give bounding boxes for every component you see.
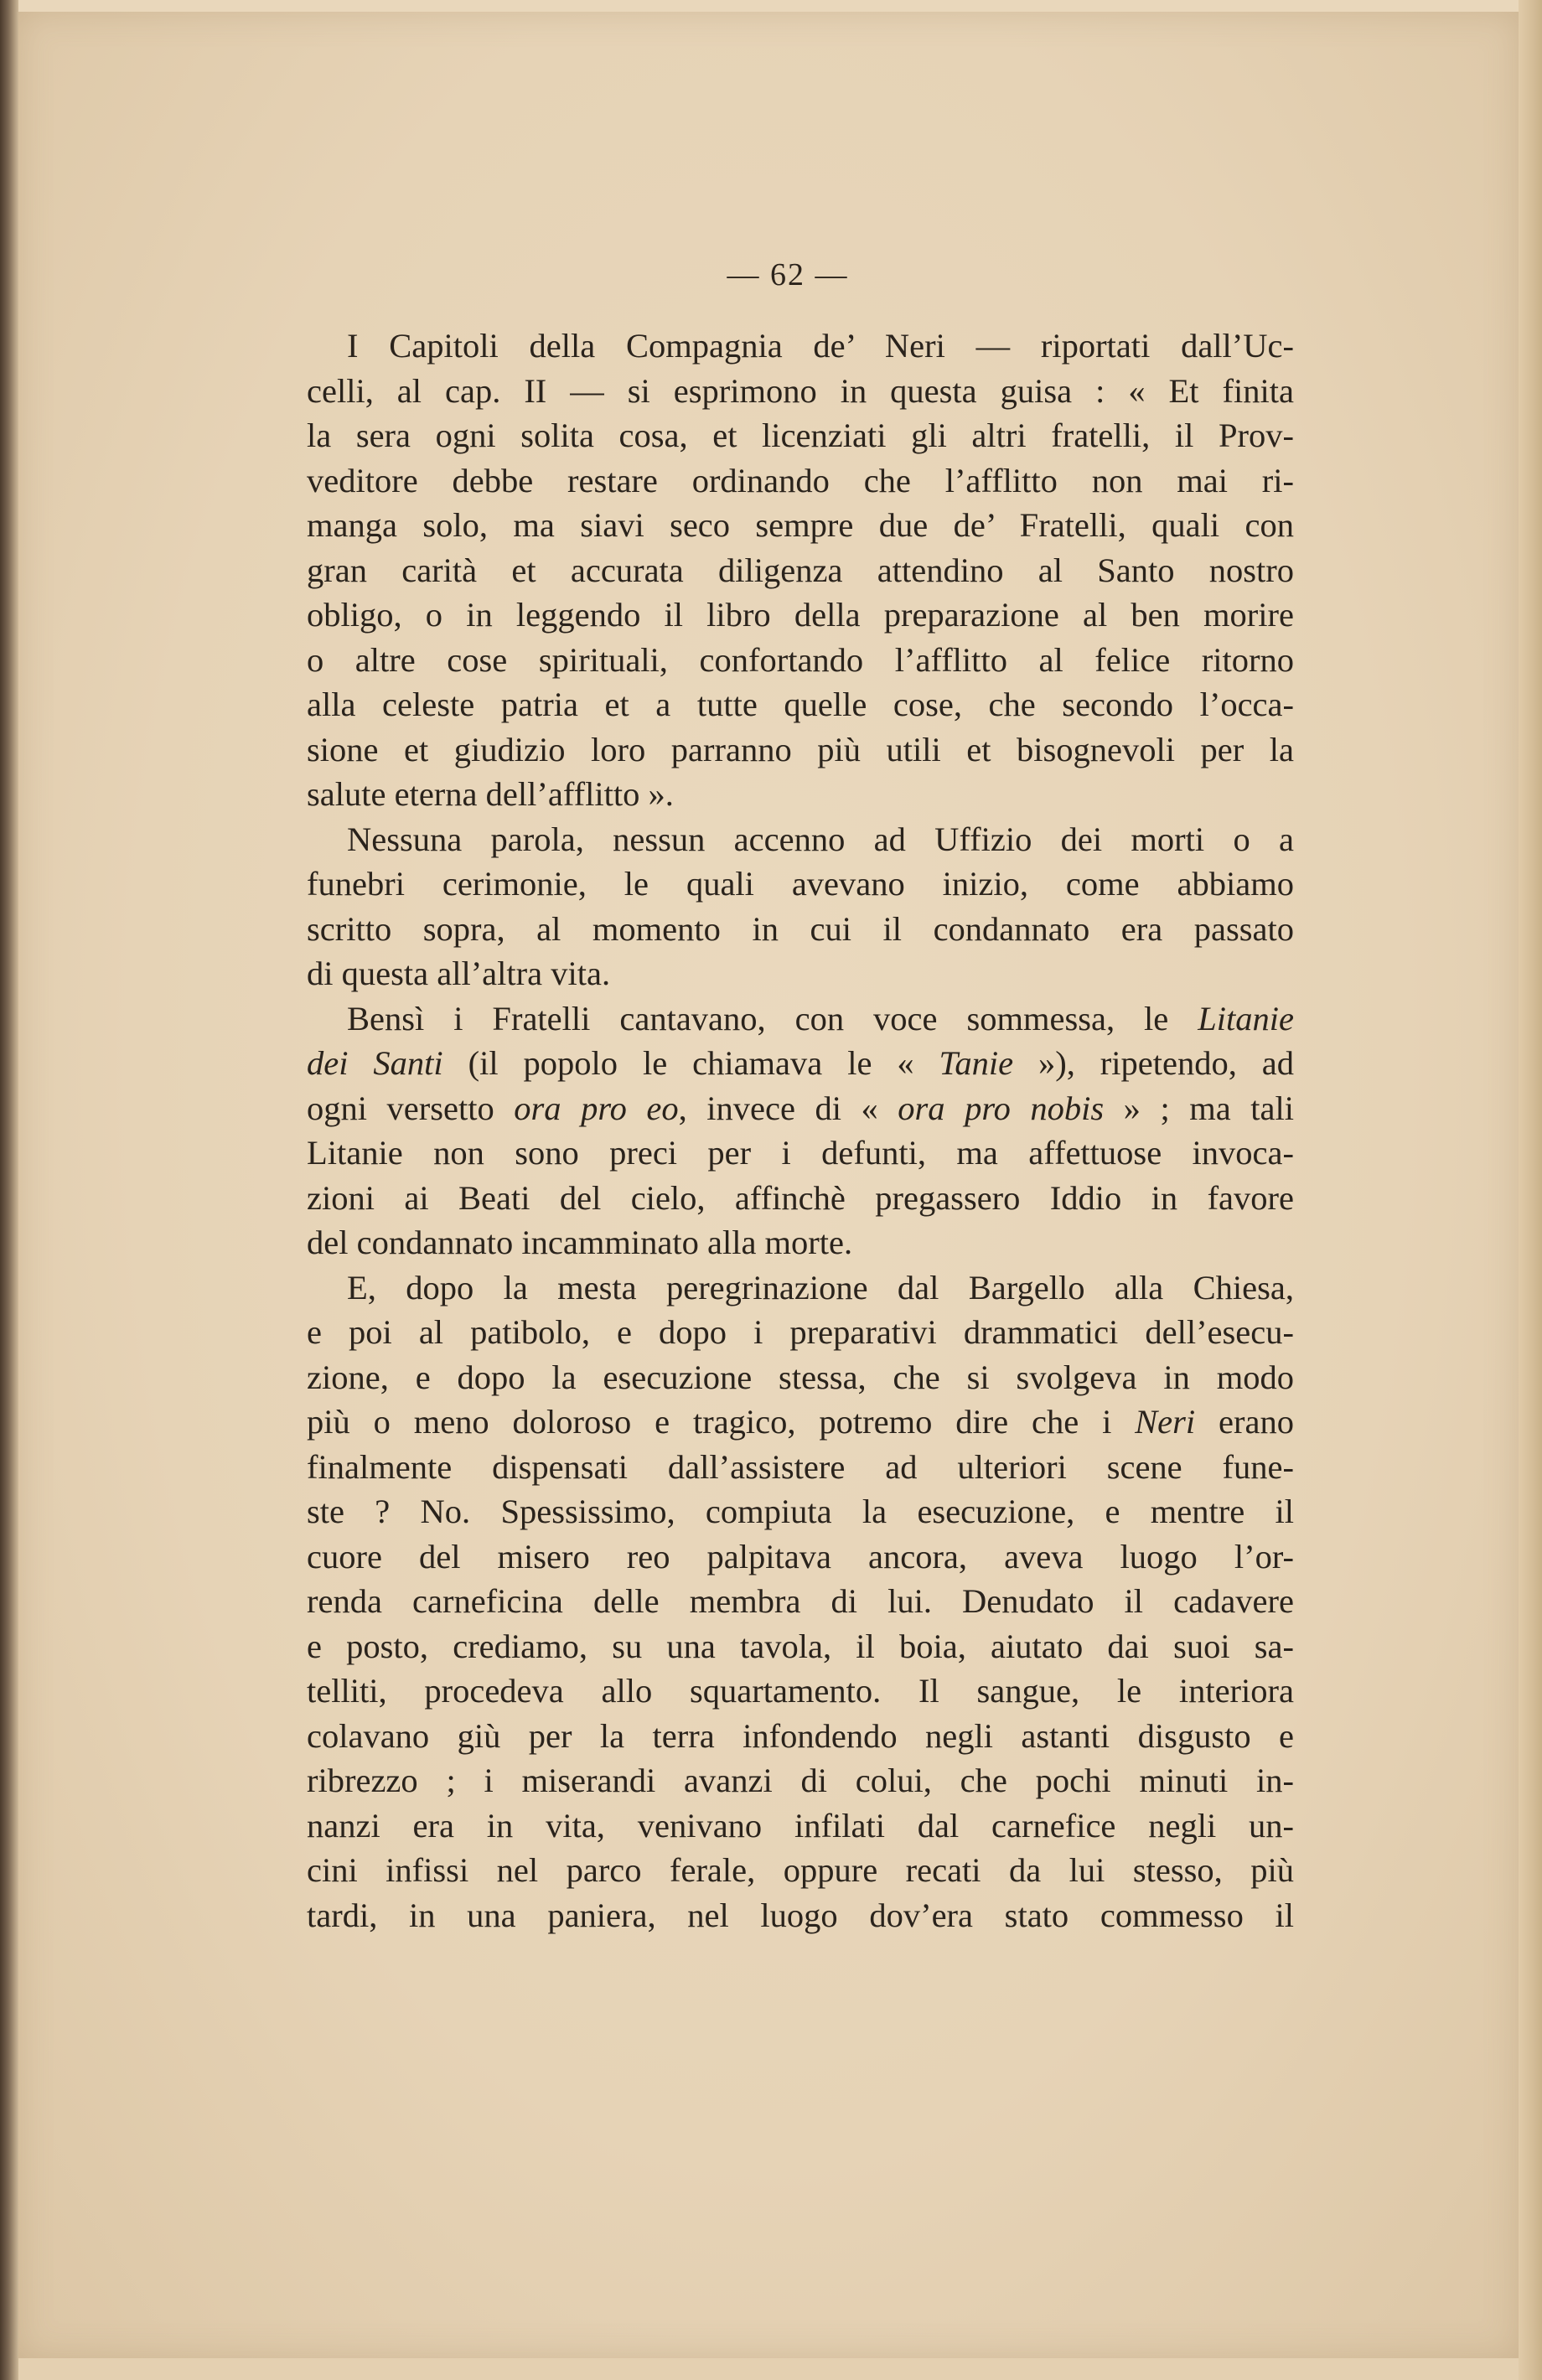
text-segment: nanzi era in vita, venivano infilati dal carnefice negli un- — [307, 1806, 1294, 1844]
text-segment: più o meno doloroso e tragico, potremo dire che i — [307, 1403, 1136, 1441]
italic-text: ora pro nobis — [898, 1089, 1105, 1127]
text-segment: finalmente dispensati dall’assistere ad ulteriori scene fune- — [307, 1447, 1294, 1486]
text-segment: Nessuna parola, nessun accenno ad Uffizio dei morti o a — [347, 820, 1294, 858]
text-line — [307, 1355, 1294, 1400]
text-segment: zione, e dopo la esecuzione stessa, che si svolgeva in modo — [307, 1358, 1294, 1396]
text-line — [307, 996, 1294, 1042]
text-segment: del condannato incamminato alla morte. — [307, 1224, 853, 1261]
text-line — [307, 682, 1294, 727]
text-line — [307, 1489, 1294, 1534]
text-line — [307, 1041, 1294, 1086]
text-segment: cuore del misero reo palpitava ancora, aveva luogo l’or- — [307, 1537, 1294, 1575]
text-line — [307, 1624, 1294, 1669]
text-line — [307, 772, 1294, 817]
text-segment: di questa all’altra vita. — [307, 955, 611, 992]
text-line — [307, 1579, 1294, 1624]
page-number: — 62 — — [727, 257, 849, 292]
text-segment: ribrezzo ; i miserandi avanzi di colui, che pochi minuti in- — [307, 1762, 1294, 1799]
text-line — [307, 1086, 1294, 1131]
text-segment: veditore debbe restare ordinando che l’afflitto non mai ri- — [307, 461, 1294, 499]
text-line — [307, 861, 1294, 907]
italic-text: dei Santi — [307, 1044, 443, 1082]
text-line — [307, 1265, 1294, 1311]
text-segment: , invece di « — [678, 1089, 898, 1127]
text-segment: sione et giudizio loro parranno più utili et bisognevoli per la — [307, 730, 1294, 768]
text-line — [307, 503, 1294, 548]
text-line — [307, 1534, 1294, 1580]
italic-text: ora pro eo — [514, 1089, 679, 1127]
text-line — [307, 727, 1294, 773]
text-segment: Bensì i Fratelli cantavano, con voce sommessa, le — [347, 999, 1198, 1037]
text-segment: e poi al patibolo, e dopo i preparativi drammatici dell’esecu- — [307, 1313, 1294, 1351]
text-segment: celli, al cap. II — si esprimono in questa guisa : « Et finita — [307, 371, 1294, 410]
text-segment: renda carneficina delle membra di lui. Denudato il cadavere — [307, 1582, 1294, 1620]
text-line — [307, 1445, 1294, 1490]
text-line — [307, 1758, 1294, 1803]
text-segment: (il popolo le chiamava le « — [442, 1044, 939, 1082]
text-segment: telliti, procedeva allo squartamento. Il sangue, le interiora — [307, 1672, 1294, 1710]
text-line — [307, 817, 1294, 862]
text-line — [307, 1848, 1294, 1893]
text-segment: ogni versetto — [307, 1089, 515, 1127]
text-line — [307, 951, 1294, 996]
text-line — [307, 1310, 1294, 1355]
text-line — [307, 592, 1294, 638]
text-line — [307, 323, 1294, 369]
text-segment: alla celeste patria et a tutte quelle cose, che secondo l’occa- — [307, 686, 1294, 723]
text-segment: »), ripetendo, ad — [1013, 1044, 1295, 1082]
page-right-edge — [1519, 0, 1542, 2380]
text-segment: funebri cerimonie, le quali avevano inizio, come abbiamo — [307, 865, 1294, 903]
text-line — [307, 413, 1294, 458]
text-line — [307, 1714, 1294, 1759]
text-line — [307, 1176, 1294, 1221]
text-line — [307, 548, 1294, 593]
italic-text: Tanie — [939, 1044, 1014, 1082]
text-segment: gran carità et accurata diligenza attendino al Santo nostro — [307, 551, 1294, 589]
text-line — [307, 369, 1294, 414]
text-segment: o altre cose spirituali, confortando l’afflitto al felice ritorno — [307, 640, 1294, 679]
italic-text: Litanie — [1198, 999, 1294, 1037]
text-line — [307, 1130, 1294, 1176]
text-segment: cini infissi nel parco ferale, oppure recati da lui stesso, più — [307, 1851, 1294, 1889]
text-line — [307, 1803, 1294, 1849]
text-segment: la sera ogni solita cosa, et licenziati gli altri fratelli, il Prov- — [307, 416, 1294, 454]
text-segment: » ; ma tali — [1104, 1089, 1294, 1127]
text-segment: salute eterna dell’afflitto ». — [307, 775, 674, 813]
text-segment: Litanie non sono preci per i defunti, ma affettuose invoca- — [307, 1134, 1294, 1172]
text-segment: E, dopo la mesta peregrinazione dal Bargello alla Chiesa, — [347, 1268, 1294, 1306]
text-line — [307, 907, 1294, 952]
text-segment: colavano giù per la terra infondendo negli astanti disgusto e — [307, 1716, 1294, 1755]
text-segment: obligo, o in leggendo il libro della preparazione al ben morire — [307, 596, 1294, 634]
text-segment: erano — [1195, 1403, 1294, 1441]
text-segment: tardi, in una paniera, nel luogo dov’era stato commesso il — [307, 1896, 1294, 1934]
text-segment: zioni ai Beati del cielo, affinchè pregassero Iddio in favore — [307, 1178, 1294, 1217]
text-segment: ste ? No. Spessissimo, compiuta la esecuzione, e mentre il — [307, 1493, 1294, 1530]
body-text — [307, 323, 1294, 1938]
text-segment: manga solo, ma siavi seco sempre due de’ Fratelli, quali con — [307, 506, 1294, 544]
text-line — [307, 1400, 1294, 1445]
text-line — [307, 1220, 1294, 1265]
book-spine-edge — [0, 0, 18, 2380]
text-segment: scritto sopra, al momento in cui il condannato era passato — [307, 909, 1294, 948]
text-line — [307, 1669, 1294, 1714]
text-line — [307, 638, 1294, 683]
text-line — [307, 1893, 1294, 1938]
italic-text: Neri — [1135, 1403, 1196, 1441]
text-line — [307, 458, 1294, 504]
text-segment: e posto, crediamo, su una tavola, il boia, aiutato dai suoi sa- — [307, 1627, 1294, 1665]
text-segment: I Capitoli della Compagnia de’ Neri — riportati dall’Uc- — [347, 327, 1294, 365]
